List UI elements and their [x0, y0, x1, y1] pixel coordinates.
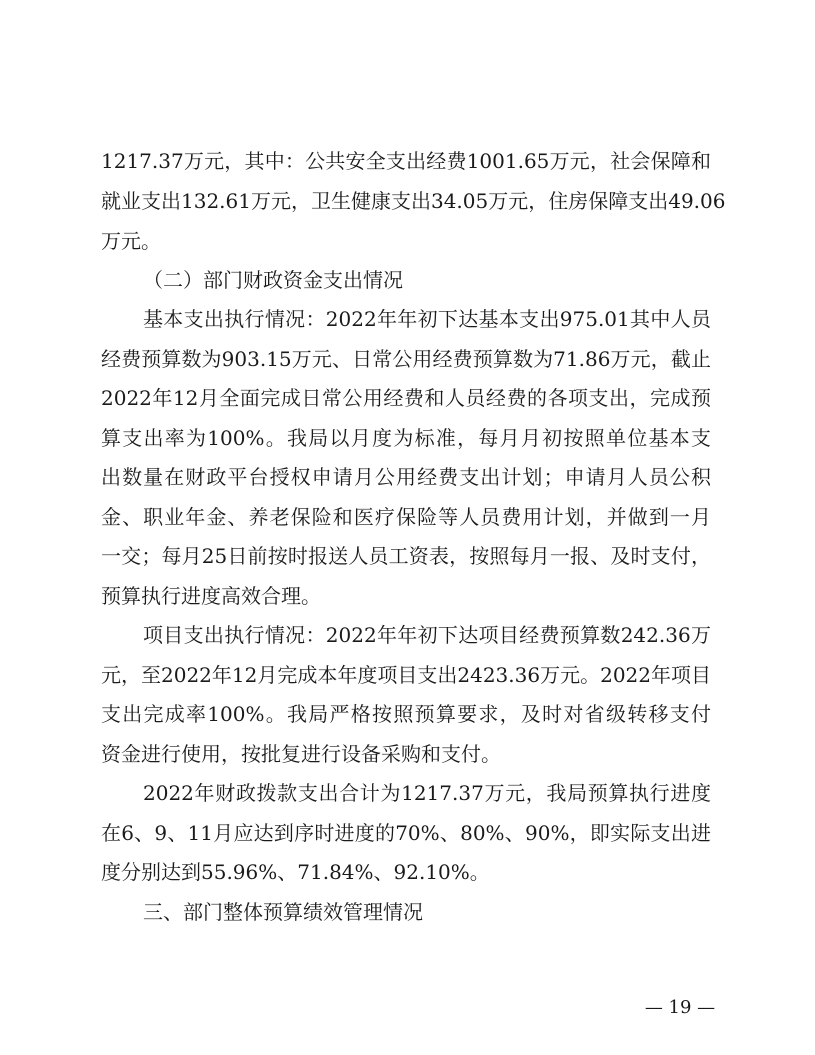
paragraph-line: 1217.37万元，其中：公共安全支出经费1001.65万元，社会保障和 [101, 149, 711, 173]
paragraph-line: 基本支出执行情况：2022年年初下达基本支出975.01其中人员 [143, 307, 711, 331]
paragraph-line: 在6、9、11月应达到序时进度的70%、80%、90%，即实际支出进 [101, 821, 711, 845]
paragraph-line: 万元。 [101, 229, 161, 253]
paragraph-line: 元，至2022年12月完成本年度项目支出2423.36万元。2022年项目 [101, 663, 711, 687]
paragraph-line: 支出完成率100%。我局严格按照预算要求，及时对省级转移支付 [101, 702, 711, 726]
paragraph-line: 金、职业年金、养老保险和医疗保险等人员费用计划，并做到一月 [101, 505, 711, 529]
paragraph-line: 2022年12月全面完成日常公用经费和人员经费的各项支出，完成预 [101, 386, 711, 410]
section-heading: 三、部门整体预算绩效管理情况 [143, 900, 423, 924]
paragraph-line: 资金进行使用，按批复进行设备采购和支付。 [101, 742, 501, 766]
paragraph-line: 项目支出执行情况：2022年年初下达项目经费预算数242.36万 [143, 623, 711, 647]
paragraph-line: 2022年财政拨款支出合计为1217.37万元，我局预算执行进度 [143, 781, 711, 805]
paragraph-line: 就业支出132.61万元，卫生健康支出34.05万元，住房保障支出49.06 [101, 189, 726, 213]
paragraph-line: 预算执行进度高效合理。 [101, 584, 321, 608]
page-number: — 19 — [644, 997, 716, 1018]
paragraph-line: 经费预算数为903.15万元、日常公用经费预算数为71.86万元，截止 [101, 347, 711, 371]
section-heading: （二）部门财政资金支出情况 [143, 268, 403, 292]
paragraph-line: 一交；每月25日前按时报送人员工资表，按照每月一报、及时支付， [101, 544, 711, 568]
paragraph-line: 算支出率为100%。我局以月度为标准，每月月初按照单位基本支 [101, 426, 711, 450]
paragraph-line: 出数量在财政平台授权申请月公用经费支出计划；申请月人员公积 [101, 465, 711, 489]
paragraph-line: 度分别达到55.96%、71.84%、92.10%。 [101, 860, 490, 884]
